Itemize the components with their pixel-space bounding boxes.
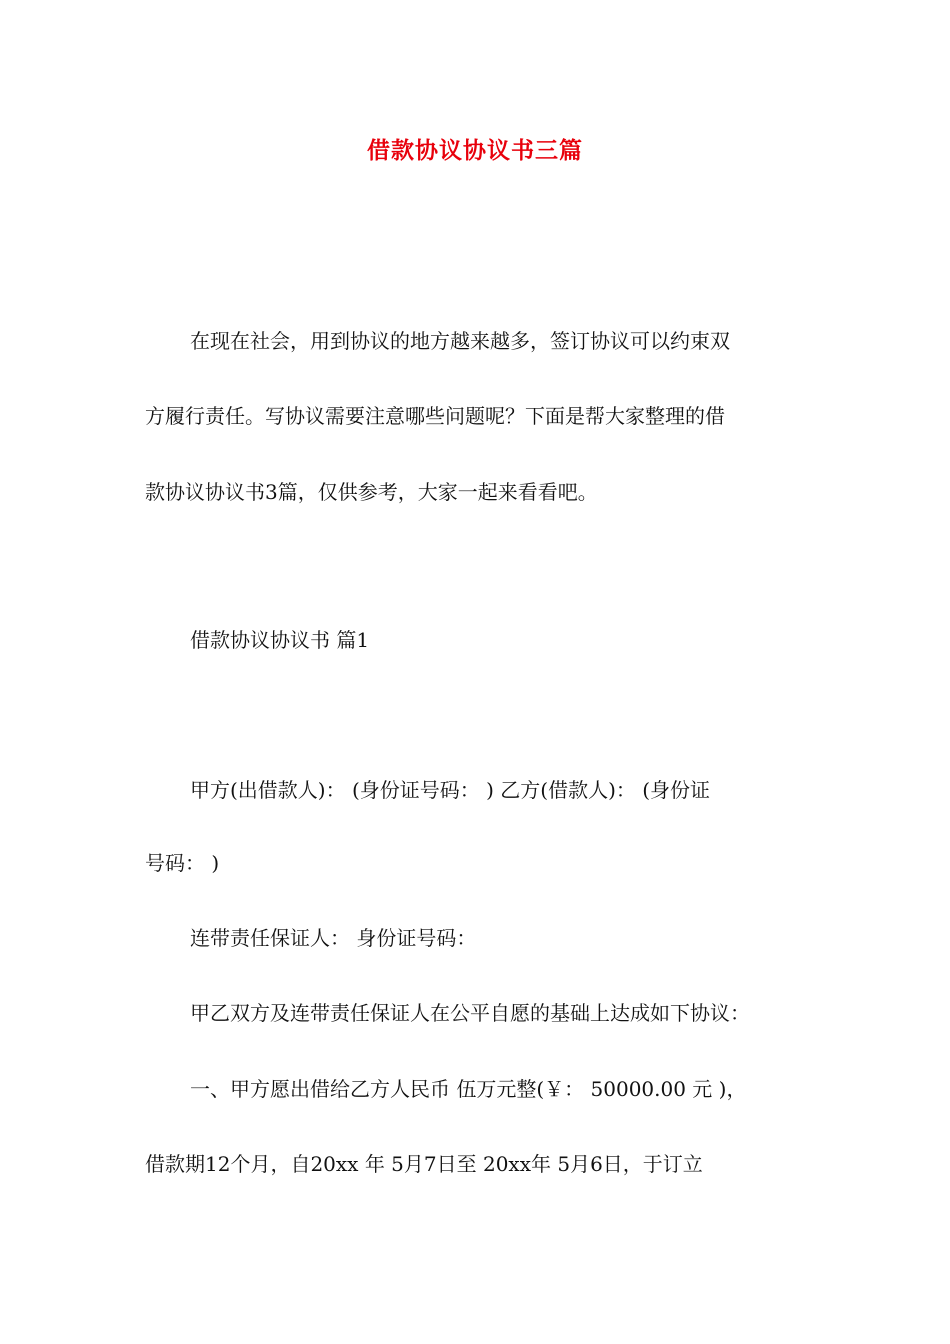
agreement-intro-line: 甲乙双方及连带责任保证人在公平自愿的基础上达成如下协议： xyxy=(190,1001,750,1025)
clause-1-line-1: 一、甲方愿出借给乙方人民币 伍万元整(￥： 50000.00 元 )， xyxy=(190,1077,747,1101)
parties-line-1: 甲方(出借款人)： (身份证号码： ) 乙方(借款人)： (身份证 xyxy=(190,778,711,802)
intro-line-2: 方履行责任。写协议需要注意哪些问题呢？下面是帮大家整理的借 xyxy=(145,404,725,428)
section-heading: 借款协议协议书 篇1 xyxy=(190,628,370,652)
intro-line-3: 款协议协议书3篇，仅供参考，大家一起来看看吧。 xyxy=(145,480,598,504)
document-title: 借款协议协议书三篇 xyxy=(367,138,583,164)
parties-line-2: 号码： ) xyxy=(145,851,220,875)
intro-line-1: 在现在社会，用到协议的地方越来越多，签订协议可以约束双 xyxy=(190,329,730,353)
clause-1-line-2: 借款期12个月，自20xx 年 5月7日至 20xx年 5月6日，于订立 xyxy=(145,1152,703,1176)
guarantor-line: 连带责任保证人： 身份证号码： xyxy=(190,926,477,950)
